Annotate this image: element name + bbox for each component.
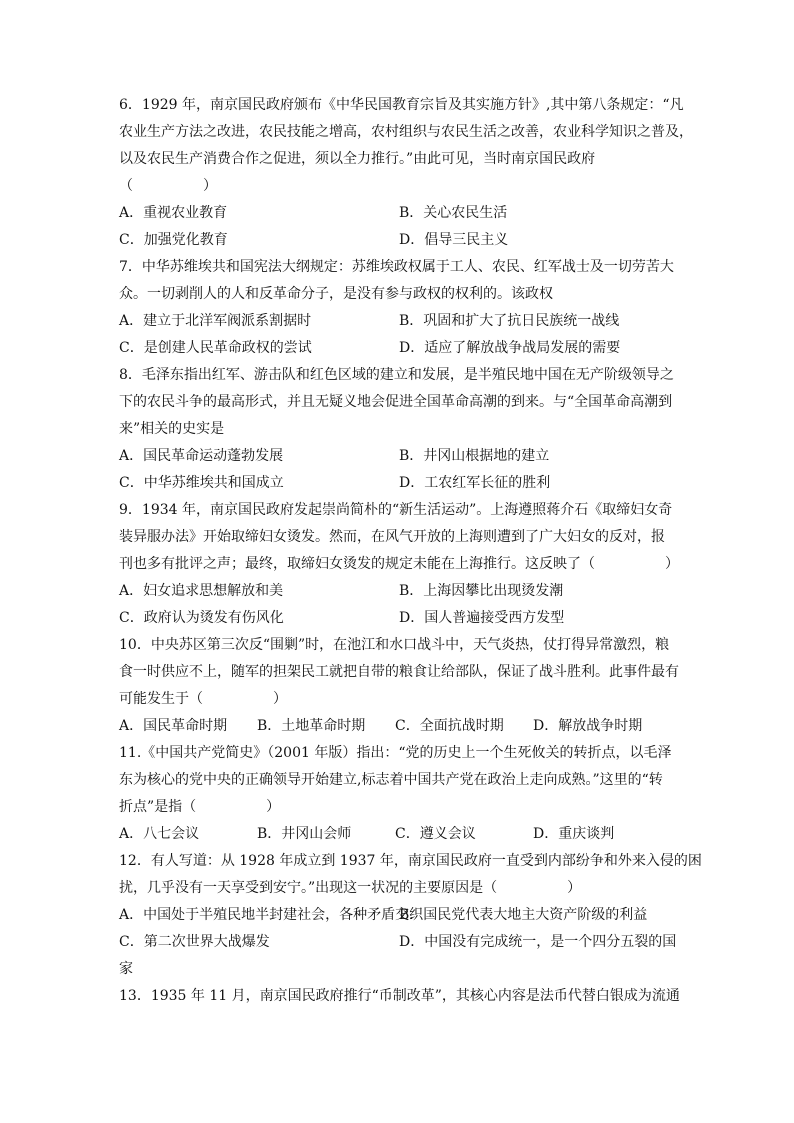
option-c: C．第二次世界大战爆发: [119, 934, 270, 950]
options-row: [119, 335, 679, 362]
question-text-line: 众。一切剥削人的人和反革命分子，是没有参与政权的权利的。该政权: [119, 286, 553, 302]
question-text-line: 6．1929 年，南京国民政府颁布《中华民国教育宗旨及其实施方针》,其中第八条规定：“凡: [119, 97, 684, 113]
option-d: D．倡导三民主义: [399, 232, 509, 248]
options-row: [119, 713, 679, 740]
question-text-line: 农业生产方法之改进，农民技能之增高，农村组织与农民生活之改善，农业科学知识之普及，: [119, 124, 693, 140]
options-row: [119, 443, 679, 470]
question-text-line: 9．1934 年，南京国民政府发起崇尚简朴的“新生活运动”。上海遵照蒋介石《取缔妇女奇: [119, 502, 673, 518]
option-b: B．土地革命时期: [257, 718, 366, 734]
question-text-line: 12．有人写道：从 1928 年成立到 1937 年，南京国民政府一直受到内部纷争和外来入侵的困: [119, 853, 702, 869]
option-d: D．中国没有完成统一，是一个四分五裂的国: [399, 934, 677, 950]
options-row: [119, 227, 679, 254]
options-row: [119, 578, 679, 605]
option-c: C．加强党化教育: [119, 232, 228, 248]
options-row: [119, 929, 679, 956]
question-text-line: 食一时供应不上，随军的担架民工就把自带的粮食让给部队，保证了战斗胜利。此事件最有: [119, 664, 679, 680]
option-a: A．妇女追求思想解放和美: [119, 583, 284, 599]
question-text-line: 来”相关的史实是: [119, 421, 225, 437]
question-text-line: 可能发生于（ ）: [119, 691, 287, 707]
question-text-line: 8．毛泽东指出红军、游击队和红色区域的建立和发展，是半殖民地中国在无产阶级领导之: [119, 367, 674, 383]
option-d: D．解放战争时期: [533, 718, 643, 734]
question-text-line: 10．中央苏区第三次反“围剿”时，在池江和水口战斗中，天气炎热，仗打得异常激烈，粮: [119, 637, 670, 653]
option-b: B．巩固和扩大了抗日民族统一战线: [399, 313, 620, 329]
option-b: B．井冈山会师: [257, 826, 352, 842]
question-12: [119, 848, 702, 983]
question-8: [119, 362, 679, 497]
question-text-line: 扰，几乎没有一天享受到安宁。”出现这一状况的主要原因是（ ）: [119, 880, 582, 896]
question-9: [119, 497, 679, 632]
option-d-continuation: 家: [119, 961, 133, 977]
option-d: D．适应了解放战争战局发展的需要: [399, 340, 621, 356]
option-a: A．国民革命运动蓬勃发展: [119, 448, 284, 464]
question-text-line: 11.《中国共产党简史》（2001 年版）指出：“党的历史上一个生死攸关的转折点，以毛泽: [119, 745, 672, 761]
question-text-line: 以及农民生产消费合作之促进，须以全力推行。”由此可见，当时南京国民政府: [119, 151, 596, 167]
option-b: B．国民党代表大地主大资产阶级的利益: [399, 907, 648, 923]
question-text-line: 装异服办法》开始取缔妇女烫发。然而，在风气开放的上海则遭到了广大妇女的反对，报: [119, 529, 665, 545]
option-a: A．国民革命时期: [119, 718, 228, 734]
question-list: [119, 92, 702, 1010]
question-text-line: 7．中华苏维埃共和国宪法大纲规定：苏维埃政权属于工人、农民、红军战士及一切劳苦大: [119, 259, 674, 275]
options-row: [119, 470, 679, 497]
option-a: A．建立于北洋军阀派系割据时: [119, 313, 312, 329]
option-d: D．重庆谈判: [533, 826, 615, 842]
option-d: D．国人普遍接受西方发型: [399, 610, 565, 626]
answer-blank: （ ）: [119, 178, 217, 194]
option-c: C．中华苏维埃共和国成立: [119, 475, 284, 491]
question-7: [119, 254, 679, 362]
option-b: B．上海因攀比出现烫发潮: [399, 583, 564, 599]
option-c: C．政府认为烫发有伤风化: [119, 610, 284, 626]
question-text-line: 东为核心的党中央的正确领导开始建立,标志着中国共产党在政治上走向成熟。”这里的“转: [119, 772, 663, 788]
options-row: [119, 308, 679, 335]
option-b: B．关心农民生活: [399, 205, 508, 221]
option-c: C．遵义会议: [395, 826, 476, 842]
question-10: [119, 632, 679, 740]
question-text-line: 折点”是指（ ）: [119, 799, 281, 815]
option-a: A．中国处于半殖民地半封建社会，各种矛盾交织: [119, 907, 424, 923]
options-row: [119, 902, 679, 929]
question-text-line: 下的农民斗争的最高形式，并且无疑义地会促进全国革命高潮的到来。与“全国革命高潮到: [119, 394, 673, 410]
option-c: C．全面抗战时期: [395, 718, 504, 734]
option-a: A．八七会议: [119, 826, 200, 842]
option-b: B．井冈山根据地的建立: [399, 448, 550, 464]
options-row: [119, 821, 679, 848]
question-text-line: 刊也多有批评之声；最终，取缔妇女烫发的规定未能在上海推行。这反映了（ ）: [119, 556, 679, 572]
option-c: C．是创建人民革命政权的尝试: [119, 340, 312, 356]
question-11: [119, 740, 679, 848]
question-6: [119, 92, 693, 254]
question-13: [119, 983, 679, 1010]
options-row: [119, 200, 679, 227]
option-d: D．工农红军长征的胜利: [399, 475, 551, 491]
question-text-line: 13．1935 年 11 月，南京国民政府推行“币制改革”，其核心内容是法币代替白银成为流通: [119, 988, 680, 1004]
option-a: A．重视农业教育: [119, 205, 228, 221]
options-row: [119, 605, 679, 632]
